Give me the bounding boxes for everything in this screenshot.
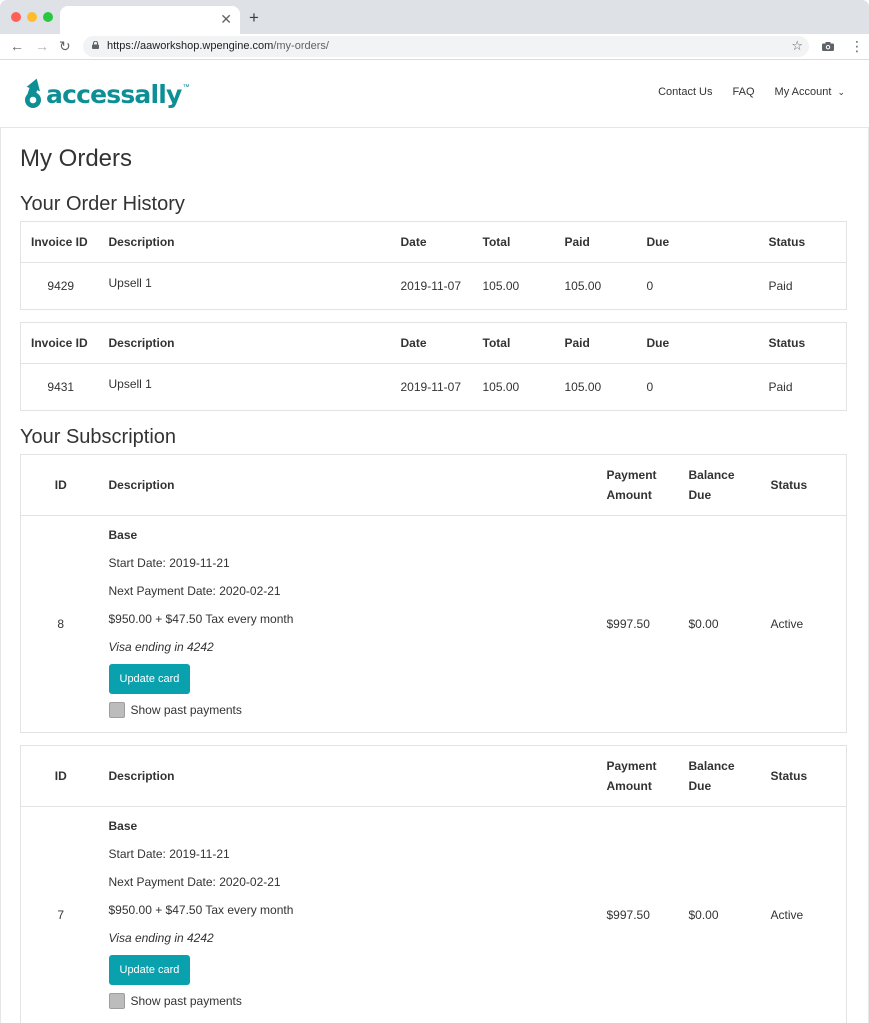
back-arrow-icon[interactable]: ← [10,38,24,54]
show-past-payments-toggle[interactable] [109,702,591,718]
order-status: Paid [768,380,793,394]
order-total: 105.00 [482,380,520,394]
col-payment-amount [599,746,681,807]
col-description: Description [101,746,599,807]
url-text: https://aaworkshop.wpengine.com/my-orders/ [107,40,329,52]
col-payment-amount-line1: Payment [606,468,657,482]
col-date: Date [393,222,475,263]
col-invoice-id: Invoice ID [21,323,101,364]
maximize-window-button[interactable] [43,12,53,22]
subscription-table [20,454,847,733]
nav-faq[interactable]: FAQ [732,86,755,98]
order-date: 2019-11-07 [400,380,461,394]
new-tab-icon[interactable]: + [249,8,259,27]
invoice-id: 9429 [47,279,75,293]
card-info: Visa ending in 4242 [108,640,214,654]
subscription-table [20,745,847,1023]
col-id: ID [21,455,101,516]
logo-trademark: ™ [182,84,190,91]
nav-my-account-label: My Account [774,86,832,98]
show-past-payments-checkbox[interactable] [109,702,125,718]
payment-amount: $997.50 [606,908,650,922]
balance-due: $0.00 [688,617,719,631]
subscription-heading: Your Subscription [20,426,177,448]
start-date: Start Date: 2019-11-21 [108,847,230,861]
page-left-border [0,60,1,1023]
order-total: 105.00 [482,279,520,293]
update-card-button[interactable]: Update card [109,955,191,985]
card-info: Visa ending in 4242 [108,931,214,945]
col-paid: Paid [557,222,639,263]
order-description: Upsell 1 [108,377,152,391]
browser-tab[interactable] [60,6,240,34]
subscription-table-header [21,746,847,807]
col-invoice-id: Invoice ID [21,222,101,263]
col-paid: Paid [557,323,639,364]
subscription-status: Active [770,617,804,631]
lock-icon [92,41,99,49]
show-past-payments-toggle[interactable] [109,993,591,1009]
order-date: 2019-11-07 [400,279,461,293]
order-table-header [21,222,847,263]
close-window-button[interactable] [11,12,21,22]
camera-icon[interactable] [822,42,834,51]
col-due: Due [639,323,761,364]
col-payment-amount-line2: Amount [606,488,652,502]
order-table [20,221,847,310]
col-balance-due [681,746,763,807]
subscription-status: Active [770,908,804,922]
table-row [21,263,847,310]
next-payment-date: Next Payment Date: 2020-02-21 [108,875,281,889]
col-total: Total [475,323,557,364]
order-paid: 105.00 [564,380,602,394]
forward-arrow-icon[interactable]: → [35,38,49,54]
order-table-header [21,323,847,364]
col-id: ID [21,746,101,807]
col-balance-due-line1: Balance [688,759,735,773]
col-status: Status [763,455,847,516]
subscription-id: 8 [57,617,65,631]
col-description: Description [101,323,393,364]
col-payment-amount [599,455,681,516]
next-payment-date: Next Payment Date: 2020-02-21 [108,584,281,598]
main-nav [658,85,845,99]
col-status: Status [763,746,847,807]
billing-terms: $950.00 + $47.50 Tax every month [108,903,294,917]
site-logo[interactable] [22,74,190,114]
order-due: 0 [646,380,654,394]
update-card-button[interactable]: Update card [109,664,191,694]
col-payment-amount-line2: Amount [606,779,652,793]
table-row [21,807,847,1023]
col-description: Description [101,222,393,263]
table-row [21,516,847,733]
col-balance-due-line1: Balance [688,468,735,482]
show-past-payments-label: Show past payments [130,703,242,717]
subscription-details [101,516,599,733]
col-status: Status [761,222,847,263]
subscription-name: Base [108,528,138,542]
order-status: Paid [768,279,793,293]
start-date: Start Date: 2019-11-21 [108,556,230,570]
nav-my-account[interactable] [775,85,845,99]
chevron-down-icon: ⌄ [837,87,845,97]
subscription-details [101,807,599,1023]
col-payment-amount-line1: Payment [606,759,657,773]
nav-contact-us[interactable]: Contact Us [658,86,713,98]
subscription-table-header [21,455,847,516]
order-due: 0 [646,279,654,293]
subscription-id: 7 [57,908,65,922]
page-title: My Orders [20,145,133,172]
logo-text: accessally [46,79,182,109]
accessally-logo-icon [22,76,44,112]
bookmark-star-icon[interactable]: ☆ [791,38,803,53]
browser-toolbar [0,34,869,60]
site-header [0,60,869,128]
billing-terms: $950.00 + $47.50 Tax every month [108,612,294,626]
browser-menu-icon[interactable]: ⋮ [850,38,864,54]
col-balance-due-line2: Due [688,779,712,793]
col-total: Total [475,222,557,263]
invoice-id: 9431 [47,380,75,394]
col-balance-due [681,455,763,516]
reload-icon[interactable]: ↻ [59,38,71,54]
order-table [20,322,847,411]
order-description: Upsell 1 [108,276,152,290]
order-paid: 105.00 [564,279,602,293]
subscription-name: Base [108,819,138,833]
col-date: Date [393,323,475,364]
col-balance-due-line2: Due [688,488,712,502]
show-past-payments-checkbox[interactable] [109,993,125,1009]
table-row [21,364,847,411]
address-bar[interactable] [83,36,809,57]
minimize-window-button[interactable] [27,12,37,22]
col-due: Due [639,222,761,263]
order-history-heading: Your Order History [20,193,185,215]
tab-close-icon[interactable]: ✕ [220,11,232,27]
col-status: Status [761,323,847,364]
payment-amount: $997.50 [606,617,650,631]
browser-tab-strip [0,0,869,34]
col-description: Description [101,455,599,516]
show-past-payments-label: Show past payments [130,994,242,1008]
balance-due: $0.00 [688,908,719,922]
